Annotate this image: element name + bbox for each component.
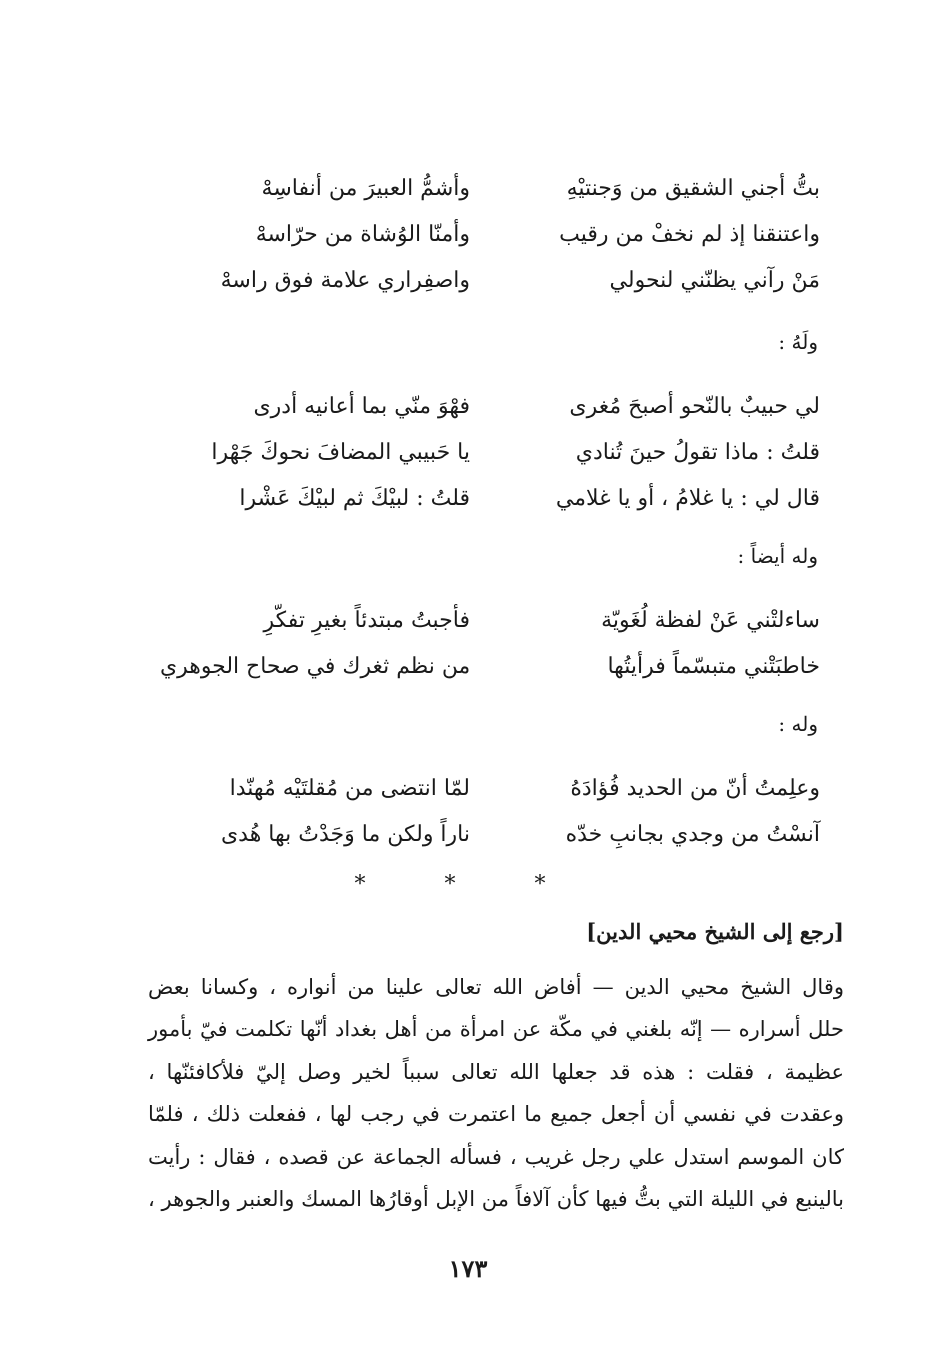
verse [160, 812, 820, 858]
hemistich-second: وأمنّا الوُشاة من حرّاسهْ [255, 222, 470, 247]
verse [160, 430, 820, 476]
hemistich-second: واصفِراري علامة فوق راسهْ [220, 268, 470, 293]
verse [160, 644, 820, 690]
section-heading: [رجع إلى الشيخ محيي الدين] [586, 919, 844, 944]
poem-intro: ولَهُ : [778, 330, 818, 354]
hemistich-second: لمّا انتضى من مُقلتَيْه مُهنّدا [229, 776, 470, 801]
verse [160, 476, 820, 522]
prose-line: حلل أسراره — إنّه بلغني في مكّة عن امرأة من أهل بغداد أنّها تكلمت فيّ بأمور [148, 1017, 844, 1042]
poem-intro: وله أيضاً : [737, 544, 818, 568]
section-divider-asterisks: * * * [354, 872, 582, 897]
verse [160, 166, 820, 212]
hemistich-first: آنسْتُ من وجدي بجانبِ خدّه [565, 822, 820, 847]
hemistich-second: ناراً ولكن ما وَجَدْتُ بها هُدى [220, 822, 470, 847]
hemistich-second: وأشمُّ العبيرَ من أنفاسِهْ [261, 176, 470, 201]
hemistich-first: وعلِمتُ أنّ من الحديد فُؤادَهُ [570, 776, 820, 801]
prose-line: بالينبع في الليلة التي بتُّ فيها كأن آلافاً من الإبل أوقارُها المسك والعنبر والجوهر ، [148, 1186, 844, 1211]
verse [160, 212, 820, 258]
hemistich-first: واعتنقنا إذ لم نخفْ من رقيب [559, 222, 820, 247]
page-number: ١٧٣ [448, 1254, 488, 1283]
hemistich-second: فهْوَ منّي بما أعانيه أدرى [253, 394, 470, 419]
verse [160, 258, 820, 304]
hemistich-first: ساءلتْني عَنْ لفظة لُغَويّة [601, 608, 820, 633]
hemistich-second: من نظم ثغرك في صحاح الجوهري [159, 654, 470, 679]
prose-line: عظيمة ، فقلت : هذه قد جعلها الله تعالى سبباً لخير وصل إليّ فلأكافئنّها ، [148, 1059, 845, 1084]
hemistich-first: قلتُ : ماذا تقولُ حينَ تُنادي [575, 440, 820, 465]
hemistich-first: قال لي : يا غلامُ ، أو يا غلامي [555, 486, 820, 511]
hemistich-second: يا حَبيبي المضافَ نحوكَ جَهْرا [211, 440, 470, 465]
hemistich-first: مَنْ رآني يظنّني لنحولي [609, 268, 820, 293]
hemistich-first: خاطبَتْني متبسّماً فرأيتُها [607, 654, 820, 679]
hemistich-second: قلتُ : لبيْكَ ثم لبيْكَ عَشْرا [239, 486, 470, 511]
verse [160, 598, 820, 644]
verse [160, 766, 820, 812]
prose-paragraph [148, 966, 844, 1220]
hemistich-first: لي حبيبٌ بالنّحو أصبحَ مُغرى [569, 394, 820, 419]
prose-line: وقال الشيخ محيي الدين — أفاض الله تعالى علينا من أنواره ، وكسانا بعض [148, 975, 844, 999]
prose-line: كان الموسم استدل علي رجل غريب ، فسأله الجماعة عن قصده ، فقال : رأيت [148, 1144, 844, 1169]
prose-line: وعقدت في نفسي أن أجعل جميع ما اعتمرت في رجب لها ، ففعلت ذلك ، فلمّا [148, 1102, 844, 1127]
verse [160, 384, 820, 430]
hemistich-second: فأجبتُ مبتدئاً بغيرِ تفكّرِ [263, 608, 470, 633]
poem-intro: وله : [778, 712, 818, 736]
hemistich-first: بتُّ أجني الشقيق من وَجنتيْهِ [566, 176, 820, 201]
